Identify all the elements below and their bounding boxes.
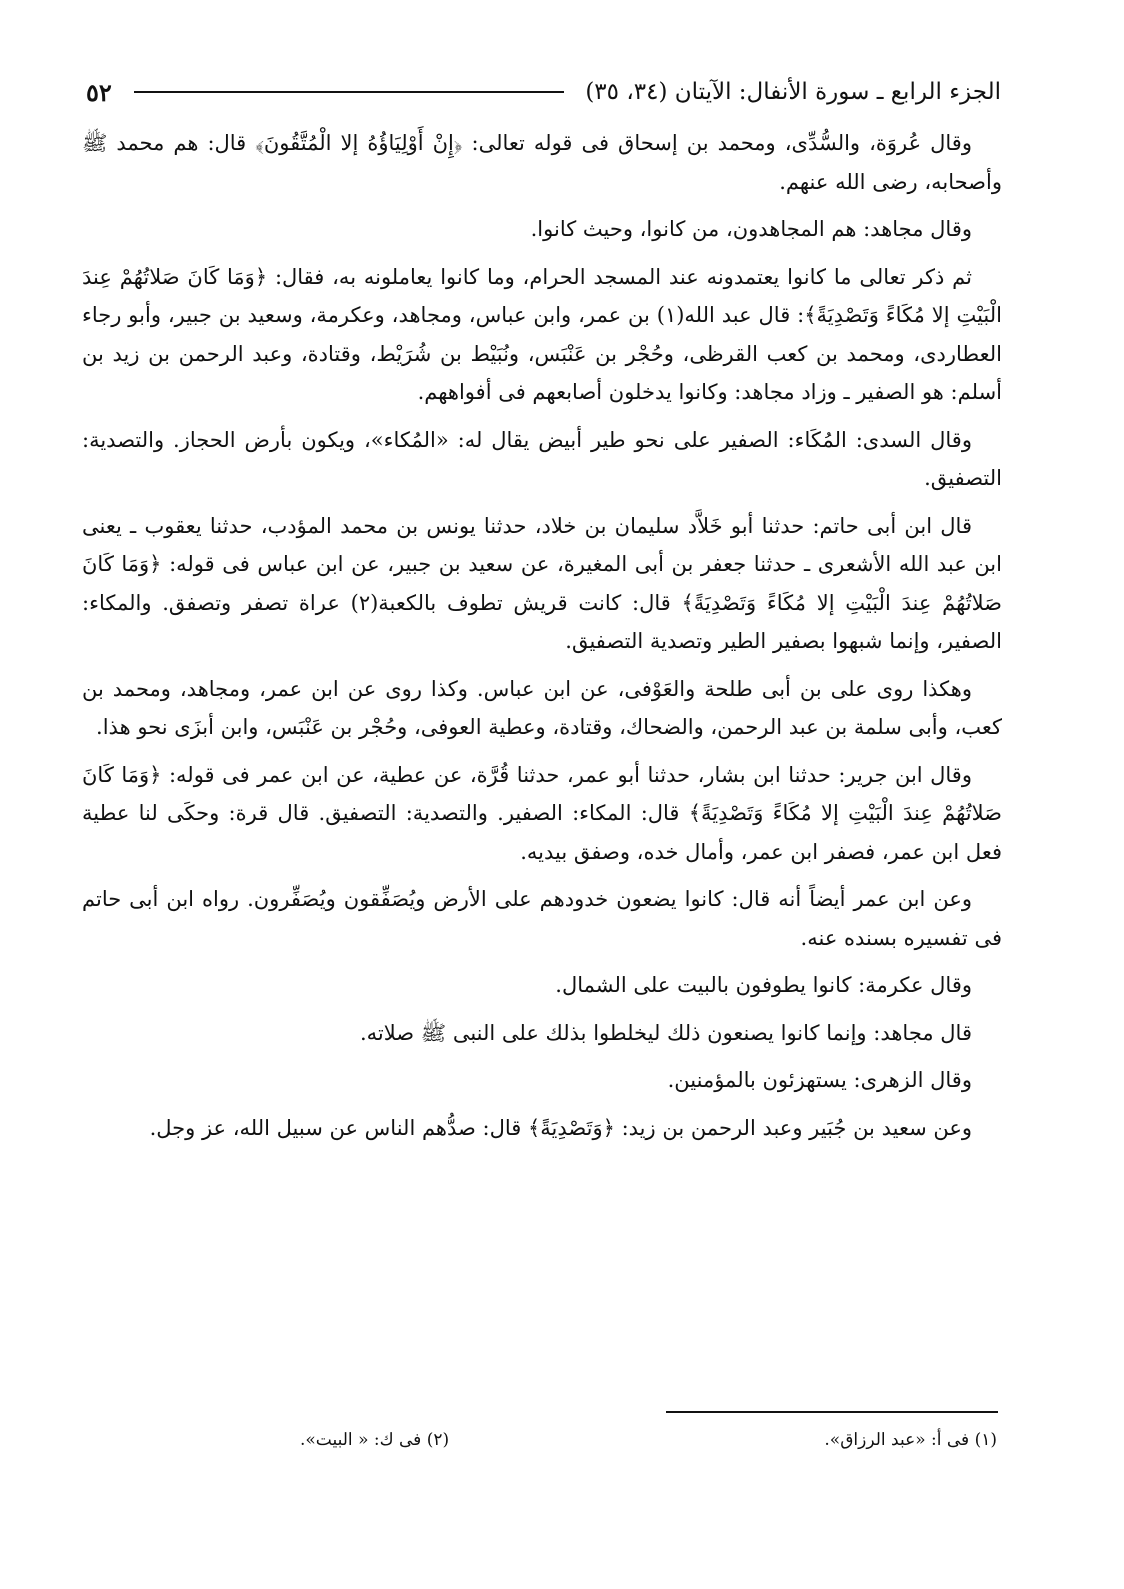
paragraph: وقال ابن جرير: حدثنا ابن بشار، حدثنا أبو عمر، حدثنا قُرَّة، عن عطية، عن ابن عمر فى قوله: ﴿وَمَا كَانَ صَلاتُهُمْ عِندَ الْبَيْتِ إلا مُكَاءً وَتَصْدِيَةً﴾ قال: المكاء: الصفير. والتصدية: التصفيق. قال قرة: وحكَى لنا عطية فعل ابن عمر، فصفر ابن عمر، وأمال خده، وصفق بيديه. [82,762,1002,864]
footnote-divider [666,1411,998,1413]
paragraph: قال مجاهد: وإنما كانوا يصنعون ذلك ليخلطوا بذلك على النبى ﷺ صلاته. [359,1020,972,1045]
footnotes [300,1430,997,1450]
paragraph: وقال السدى: المُكَاء: الصفير على نحو طير أبيض يقال له: «المُكاء»، ويكون بأرض الحجاز. والتصدية: التصفيق. [82,427,1002,490]
footnote-1: (١) فى أ: «عبد الرزاق». [824,1430,997,1450]
paragraph: وقال عُروَة، والسُّدِّى، ومحمد بن إسحاق فى قوله تعالى: ﴿إِنْ أَوْلِيَاؤُهُ إلا الْمُتَّقُونَ﴾ قال: هم محمد ﷺ وأصحابه، رضى الله عنهم. [82,131,1002,194]
body-text [82,124,1002,1156]
paragraph: وقال عكرمة: كانوا يطوفون بالبيت على الشمال. [555,973,972,997]
paragraph: وعن سعيد بن جُبَير وعبد الرحمن بن زيد: ﴿وَتَصْدِيَةً﴾ قال: صدُّهم الناس عن سبيل الله، عز وجل. [149,1115,972,1140]
footnote-2: (٢) فى ك: « البيت». [300,1430,450,1450]
paragraph: وعن ابن عمر أيضاً أنه قال: كانوا يضعون خدودهم على الأرض ويُصَفِّقون ويُصَفِّرون. رواه ابن أبى حاتم فى تفسيره بسنده عنه. [82,887,1002,950]
paragraph: قال ابن أبى حاتم: حدثنا أبو خَلاَّد سليمان بن خلاد، حدثنا يونس بن محمد المؤدب، حدثنا يعقوب ـ يعنى ابن عبد الله الأشعرى ـ حدثنا جعفر بن أبى المغيرة، عن سعيد بن جبير، عن ابن عباس فى قوله: ﴿وَمَا كَانَ صَلاتُهُمْ عِندَ الْبَيْتِ إلا مُكَاءً وَتَصْدِيَةً﴾ قال: كانت قريش تطوف بالكعبة(٢) عراة تصفر وتصفق. والمكاء: الصفير، وإنما شبهوا بصفير الطير وتصدية التصفيق. [82,513,1003,653]
paragraph: ثم ذكر تعالى ما كانوا يعتمدونه عند المسجد الحرام، وما كانوا يعاملونه به، فقال: ﴿وَمَا كَانَ صَلاتُهُمْ عِندَ الْبَيْتِ إلا مُكَاءً وَتَصْدِيَةً﴾: قال عبد الله(١) بن عمر، وابن عباس، ومجاهد، وعكرمة، وسعيد بن جبير، وأبو رجاء العطاردى، ومحمد بن كعب القرظى، وحُجْر بن عَنْبَس، ونُبَيْط بن شُرَيْط، وقتادة، وعبد الرحمن بن زيد بن أسلم: هو الصفير ـ وزاد مجاهد: وكانوا يدخلون أصابعهم فى أفواههم. [82,264,1002,404]
running-header [86,72,1001,112]
header-rule [134,91,564,93]
running-title: الجزء الرابع ـ سورة الأنفال: الآيتان (٣٤، ٣٥) [585,79,1001,105]
page-number: ٥٢ [86,77,112,107]
paragraph: وقال الزهرى: يستهزئون بالمؤمنين. [667,1068,972,1092]
paragraph: وقال مجاهد: هم المجاهدون، من كانوا، وحيث كانوا. [530,217,972,241]
paragraph: وهكذا روى على بن أبى طلحة والعَوْفى، عن ابن عباس. وكذا روى عن ابن عمر، ومجاهد، ومحمد بن كعب، وأبى سلمة بن عبد الرحمن، والضحاك، وقتادة، وعطية العوفى، وحُجْر بن عَنْبَس، وابن أبزَى نحو هذا. [82,676,1002,739]
